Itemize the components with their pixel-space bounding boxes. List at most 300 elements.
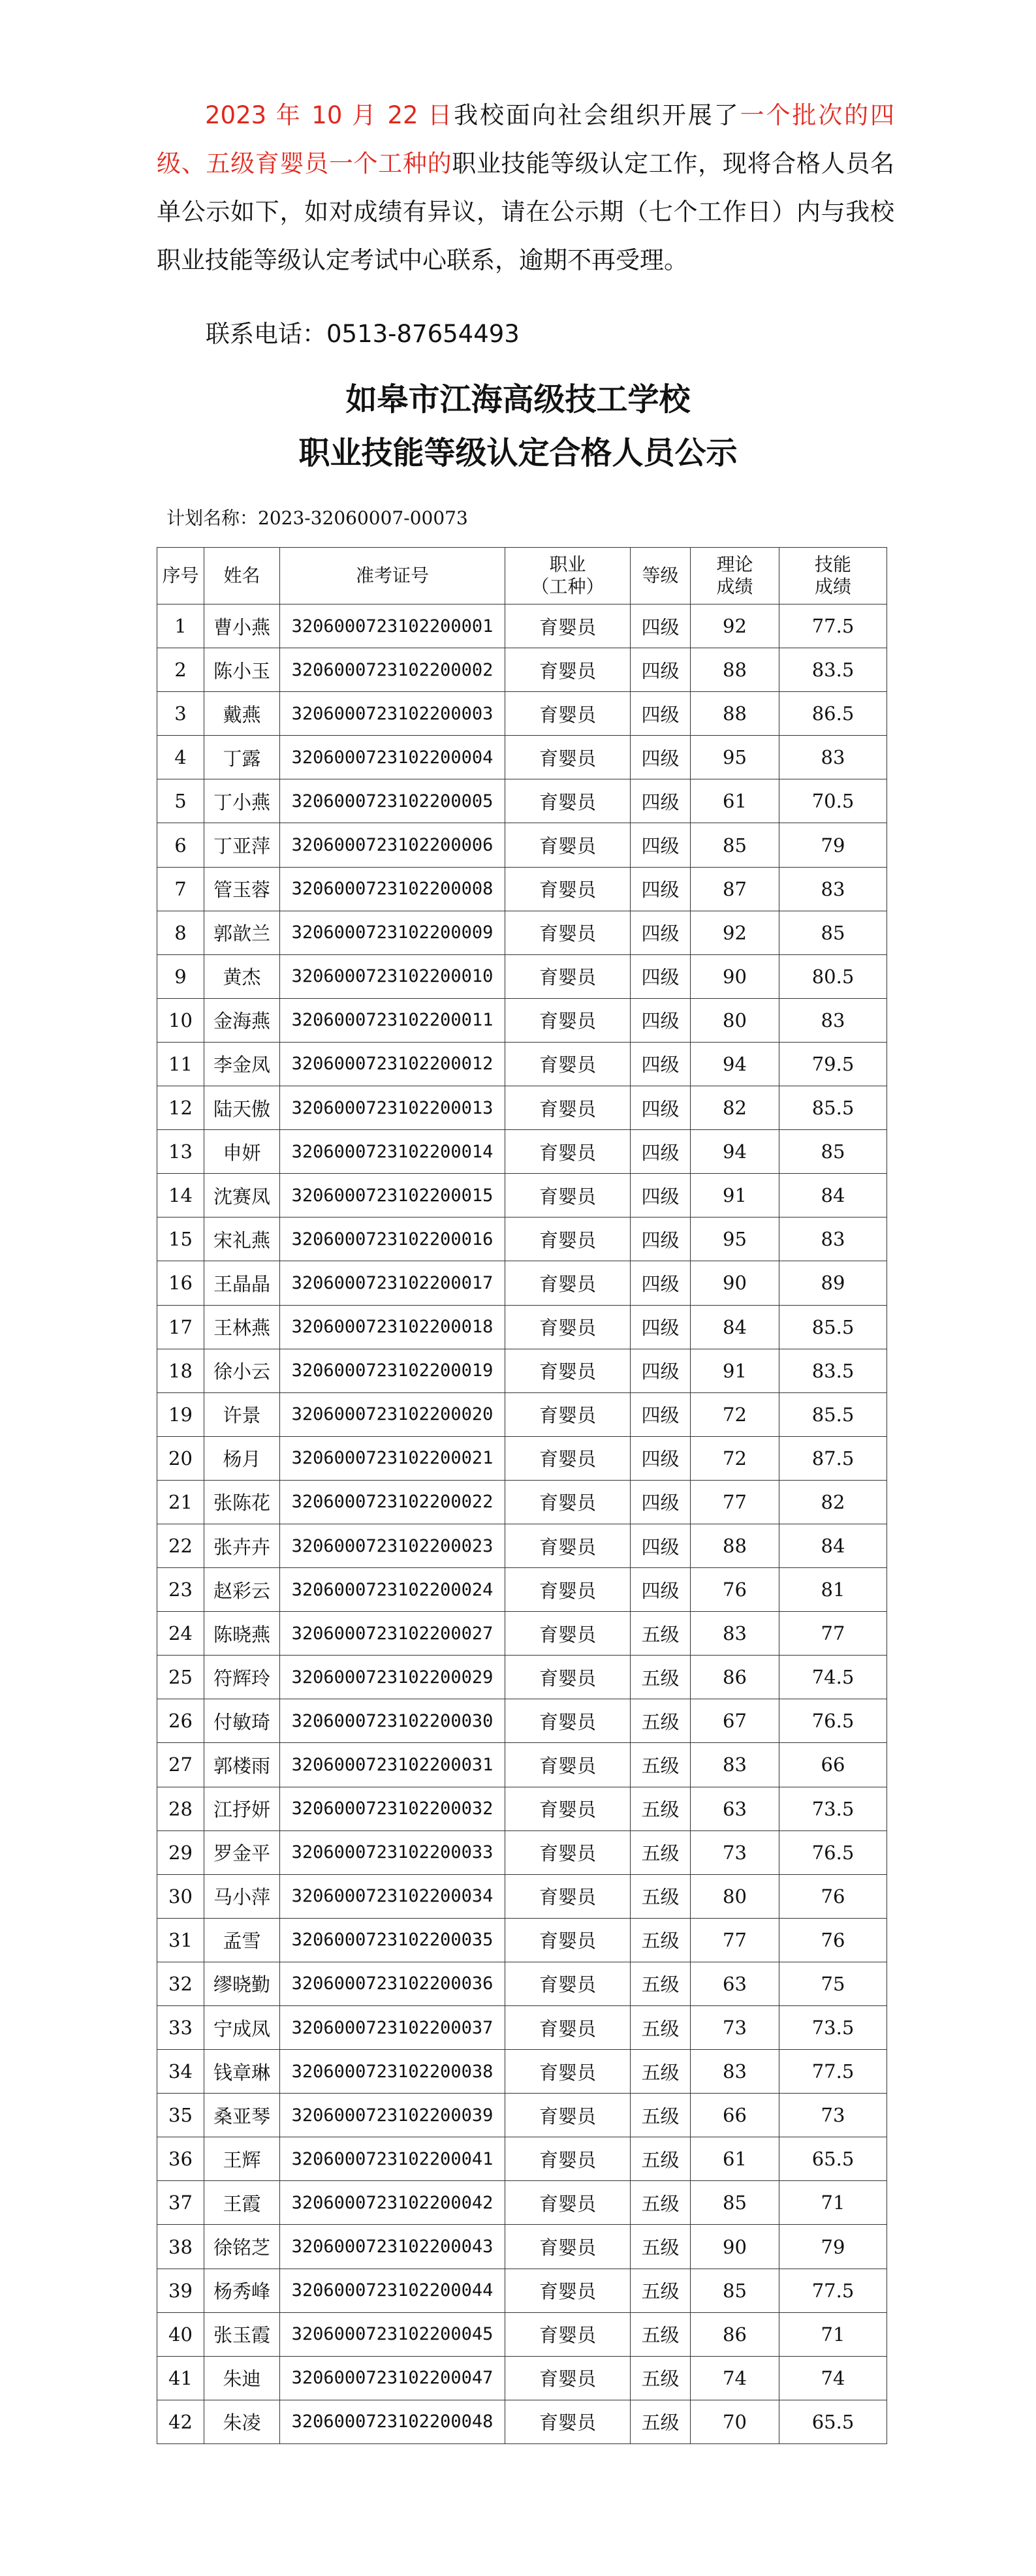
cell-name: 符辉玲 bbox=[204, 1656, 280, 1699]
cell-no: 8 bbox=[157, 911, 204, 954]
cell-exam-id: 3206000723102200014 bbox=[280, 1130, 505, 1174]
cell-name: 马小萍 bbox=[204, 1874, 280, 1918]
cell-no: 5 bbox=[157, 779, 204, 823]
cell-job: 育婴员 bbox=[505, 1480, 631, 1524]
table-row bbox=[157, 1130, 887, 1174]
cell-exam-id: 3206000723102200018 bbox=[280, 1305, 505, 1349]
cell-level: 四级 bbox=[631, 692, 691, 736]
cell-name: 徐铭芝 bbox=[204, 2225, 280, 2269]
cell-theory-score: 76 bbox=[691, 1568, 779, 1612]
cell-name: 杨月 bbox=[204, 1436, 280, 1480]
cell-no: 34 bbox=[157, 2050, 204, 2094]
cell-exam-id: 3206000723102200041 bbox=[280, 2137, 505, 2181]
cell-no: 36 bbox=[157, 2137, 204, 2181]
cell-no: 17 bbox=[157, 1305, 204, 1349]
cell-no: 31 bbox=[157, 1918, 204, 1962]
cell-no: 16 bbox=[157, 1261, 204, 1305]
table-row bbox=[157, 1830, 887, 1874]
cell-name: 丁露 bbox=[204, 736, 280, 779]
cell-level: 四级 bbox=[631, 823, 691, 867]
header-job-line1: 职业 bbox=[549, 554, 586, 575]
cell-theory-score: 88 bbox=[691, 692, 779, 736]
cell-name: 郭歆兰 bbox=[204, 911, 280, 954]
cell-theory-score: 91 bbox=[691, 1174, 779, 1217]
cell-exam-id: 3206000723102200024 bbox=[280, 1568, 505, 1612]
cell-level: 五级 bbox=[631, 1830, 691, 1874]
cell-no: 35 bbox=[157, 2094, 204, 2137]
cell-job: 育婴员 bbox=[505, 2094, 631, 2137]
cell-level: 四级 bbox=[631, 1086, 691, 1130]
cell-no: 37 bbox=[157, 2181, 204, 2225]
cell-level: 四级 bbox=[631, 1436, 691, 1480]
cell-no: 39 bbox=[157, 2269, 204, 2312]
cell-theory-score: 84 bbox=[691, 1305, 779, 1349]
table-row bbox=[157, 954, 887, 998]
cell-theory-score: 90 bbox=[691, 954, 779, 998]
table-row bbox=[157, 1699, 887, 1743]
cell-theory-score: 95 bbox=[691, 736, 779, 779]
cell-exam-id: 3206000723102200004 bbox=[280, 736, 505, 779]
cell-job: 育婴员 bbox=[505, 2006, 631, 2050]
cell-skill-score: 76.5 bbox=[779, 1830, 887, 1874]
cell-exam-id: 3206000723102200016 bbox=[280, 1217, 505, 1261]
cell-skill-score: 73.5 bbox=[779, 2006, 887, 2050]
cell-no: 28 bbox=[157, 1787, 204, 1830]
qualified-list-table bbox=[157, 547, 887, 2444]
cell-exam-id: 3206000723102200006 bbox=[280, 823, 505, 867]
cell-name: 戴燕 bbox=[204, 692, 280, 736]
cell-job: 育婴员 bbox=[505, 779, 631, 823]
cell-exam-id: 3206000723102200010 bbox=[280, 954, 505, 998]
cell-level: 五级 bbox=[631, 1787, 691, 1830]
cell-theory-score: 88 bbox=[691, 648, 779, 692]
cell-theory-score: 94 bbox=[691, 1042, 779, 1086]
cell-exam-id: 3206000723102200011 bbox=[280, 998, 505, 1042]
table-row bbox=[157, 1392, 887, 1436]
cell-level: 四级 bbox=[631, 605, 691, 648]
cell-theory-score: 77 bbox=[691, 1918, 779, 1962]
cell-no: 41 bbox=[157, 2356, 204, 2400]
cell-no: 3 bbox=[157, 692, 204, 736]
cell-exam-id: 3206000723102200048 bbox=[280, 2400, 505, 2443]
cell-exam-id: 3206000723102200008 bbox=[280, 867, 505, 911]
cell-exam-id: 3206000723102200045 bbox=[280, 2312, 505, 2356]
cell-name: 申妍 bbox=[204, 1130, 280, 1174]
cell-no: 20 bbox=[157, 1436, 204, 1480]
cell-skill-score: 84 bbox=[779, 1174, 887, 1217]
cell-skill-score: 71 bbox=[779, 2312, 887, 2356]
cell-job: 育婴员 bbox=[505, 1787, 631, 1830]
table-row bbox=[157, 1349, 887, 1392]
cell-job: 育婴员 bbox=[505, 1874, 631, 1918]
cell-exam-id: 3206000723102200033 bbox=[280, 1830, 505, 1874]
cell-name: 王霞 bbox=[204, 2181, 280, 2225]
table-row bbox=[157, 1042, 887, 1086]
cell-level: 四级 bbox=[631, 911, 691, 954]
cell-level: 四级 bbox=[631, 1349, 691, 1392]
cell-job: 育婴员 bbox=[505, 954, 631, 998]
cell-name: 桑亚琴 bbox=[204, 2094, 280, 2137]
table-row bbox=[157, 2094, 887, 2137]
cell-exam-id: 3206000723102200021 bbox=[280, 1436, 505, 1480]
cell-skill-score: 79 bbox=[779, 823, 887, 867]
cell-skill-score: 65.5 bbox=[779, 2400, 887, 2443]
cell-exam-id: 3206000723102200047 bbox=[280, 2356, 505, 2400]
cell-level: 四级 bbox=[631, 1174, 691, 1217]
header-job bbox=[505, 548, 631, 605]
table-row bbox=[157, 1918, 887, 1962]
cell-exam-id: 3206000723102200031 bbox=[280, 1743, 505, 1787]
cell-job: 育婴员 bbox=[505, 1830, 631, 1874]
cell-skill-score: 85.5 bbox=[779, 1305, 887, 1349]
cell-skill-score: 83 bbox=[779, 1217, 887, 1261]
cell-skill-score: 87.5 bbox=[779, 1436, 887, 1480]
cell-skill-score: 76 bbox=[779, 1874, 887, 1918]
table-row bbox=[157, 2050, 887, 2094]
cell-theory-score: 86 bbox=[691, 2312, 779, 2356]
cell-name: 曹小燕 bbox=[204, 605, 280, 648]
cell-job: 育婴员 bbox=[505, 1042, 631, 1086]
cell-exam-id: 3206000723102200023 bbox=[280, 1524, 505, 1567]
cell-theory-score: 80 bbox=[691, 998, 779, 1042]
cell-skill-score: 86.5 bbox=[779, 692, 887, 736]
cell-skill-score: 79.5 bbox=[779, 1042, 887, 1086]
cell-theory-score: 83 bbox=[691, 1612, 779, 1656]
cell-skill-score: 71 bbox=[779, 2181, 887, 2225]
cell-job: 育婴员 bbox=[505, 2356, 631, 2400]
header-exam-id: 准考证号 bbox=[280, 548, 505, 605]
notice-text-2: 职业技能等级认定工作，现将合格人员名单公示如下，如对成绩有异议，请在公示期（七个工作日）内与我校职业技能等级认定考试中心联系，逾期不再受理。 bbox=[157, 149, 895, 274]
school-title: 如皋市江海高级技工学校 bbox=[345, 381, 691, 418]
cell-exam-id: 3206000723102200027 bbox=[280, 1612, 505, 1656]
cell-level: 四级 bbox=[631, 779, 691, 823]
table-row bbox=[157, 648, 887, 692]
cell-no: 10 bbox=[157, 998, 204, 1042]
cell-name: 王辉 bbox=[204, 2137, 280, 2181]
notice-text-1: 我校面向社会组织开展了 bbox=[454, 101, 740, 129]
cell-skill-score: 74.5 bbox=[779, 1656, 887, 1699]
cell-level: 四级 bbox=[631, 954, 691, 998]
table-row bbox=[157, 1086, 887, 1130]
cell-level: 五级 bbox=[631, 2400, 691, 2443]
cell-no: 40 bbox=[157, 2312, 204, 2356]
notice-date: 2023 年 10 月 22 日 bbox=[205, 101, 454, 129]
table-body bbox=[157, 605, 887, 2444]
cell-theory-score: 77 bbox=[691, 1480, 779, 1524]
cell-exam-id: 3206000723102200002 bbox=[280, 648, 505, 692]
cell-job: 育婴员 bbox=[505, 1656, 631, 1699]
table-row bbox=[157, 1787, 887, 1830]
cell-theory-score: 83 bbox=[691, 1743, 779, 1787]
cell-theory-score: 88 bbox=[691, 1524, 779, 1567]
cell-theory-score: 63 bbox=[691, 1962, 779, 2005]
cell-job: 育婴员 bbox=[505, 1743, 631, 1787]
cell-exam-id: 3206000723102200035 bbox=[280, 1918, 505, 1962]
cell-job: 育婴员 bbox=[505, 1962, 631, 2005]
cell-job: 育婴员 bbox=[505, 736, 631, 779]
cell-name: 杨秀峰 bbox=[204, 2269, 280, 2312]
cell-name: 江抒妍 bbox=[204, 1787, 280, 1830]
cell-exam-id: 3206000723102200001 bbox=[280, 605, 505, 648]
cell-job: 育婴员 bbox=[505, 2137, 631, 2181]
cell-exam-id: 3206000723102200036 bbox=[280, 1962, 505, 2005]
cell-skill-score: 83.5 bbox=[779, 648, 887, 692]
table-header-row bbox=[157, 548, 887, 605]
cell-level: 四级 bbox=[631, 1261, 691, 1305]
cell-level: 五级 bbox=[631, 2181, 691, 2225]
cell-theory-score: 87 bbox=[691, 867, 779, 911]
cell-no: 24 bbox=[157, 1612, 204, 1656]
cell-level: 四级 bbox=[631, 1568, 691, 1612]
cell-theory-score: 74 bbox=[691, 2356, 779, 2400]
cell-level: 五级 bbox=[631, 2006, 691, 2050]
cell-exam-id: 3206000723102200003 bbox=[280, 692, 505, 736]
cell-exam-id: 3206000723102200039 bbox=[280, 2094, 505, 2137]
cell-level: 四级 bbox=[631, 1524, 691, 1567]
cell-skill-score: 85.5 bbox=[779, 1392, 887, 1436]
cell-no: 21 bbox=[157, 1480, 204, 1524]
cell-skill-score: 80.5 bbox=[779, 954, 887, 998]
cell-job: 育婴员 bbox=[505, 823, 631, 867]
cell-name: 陆天傲 bbox=[204, 1086, 280, 1130]
cell-job: 育婴员 bbox=[505, 2225, 631, 2269]
cell-job: 育婴员 bbox=[505, 2400, 631, 2443]
table-row bbox=[157, 1874, 887, 1918]
cell-theory-score: 73 bbox=[691, 1830, 779, 1874]
cell-name: 张玉霞 bbox=[204, 2312, 280, 2356]
cell-name: 许景 bbox=[204, 1392, 280, 1436]
cell-level: 四级 bbox=[631, 1480, 691, 1524]
cell-name: 宁成凤 bbox=[204, 2006, 280, 2050]
table-row bbox=[157, 2225, 887, 2269]
cell-skill-score: 77 bbox=[779, 1612, 887, 1656]
cell-skill-score: 70.5 bbox=[779, 779, 887, 823]
cell-exam-id: 3206000723102200005 bbox=[280, 779, 505, 823]
table-row bbox=[157, 911, 887, 954]
cell-exam-id: 3206000723102200019 bbox=[280, 1349, 505, 1392]
cell-theory-score: 83 bbox=[691, 2050, 779, 2094]
cell-job: 育婴员 bbox=[505, 1918, 631, 1962]
header-job-line2: （工种） bbox=[531, 576, 604, 597]
cell-theory-score: 72 bbox=[691, 1392, 779, 1436]
cell-job: 育婴员 bbox=[505, 1086, 631, 1130]
cell-level: 五级 bbox=[631, 2225, 691, 2269]
header-skill-line2: 成绩 bbox=[814, 576, 851, 597]
cell-level: 五级 bbox=[631, 1656, 691, 1699]
cell-level: 五级 bbox=[631, 2356, 691, 2400]
cell-name: 张陈花 bbox=[204, 1480, 280, 1524]
notice-paragraph bbox=[157, 91, 894, 285]
cell-job: 育婴员 bbox=[505, 1261, 631, 1305]
cell-job: 育婴员 bbox=[505, 605, 631, 648]
cell-job: 育婴员 bbox=[505, 1174, 631, 1217]
cell-no: 32 bbox=[157, 1962, 204, 2005]
cell-skill-score: 76 bbox=[779, 1918, 887, 1962]
cell-name: 钱章琳 bbox=[204, 2050, 280, 2094]
table-row bbox=[157, 1656, 887, 1699]
cell-name: 郭楼雨 bbox=[204, 1743, 280, 1787]
table-row bbox=[157, 1568, 887, 1612]
cell-skill-score: 83 bbox=[779, 736, 887, 779]
table-row bbox=[157, 1962, 887, 2005]
cell-level: 五级 bbox=[631, 1743, 691, 1787]
table-row bbox=[157, 692, 887, 736]
cell-job: 育婴员 bbox=[505, 2181, 631, 2225]
cell-name: 孟雪 bbox=[204, 1918, 280, 1962]
table-row bbox=[157, 1174, 887, 1217]
cell-job: 育婴员 bbox=[505, 692, 631, 736]
cell-theory-score: 91 bbox=[691, 1349, 779, 1392]
cell-exam-id: 3206000723102200029 bbox=[280, 1656, 505, 1699]
cell-job: 育婴员 bbox=[505, 1217, 631, 1261]
cell-level: 四级 bbox=[631, 736, 691, 779]
cell-name: 黄杰 bbox=[204, 954, 280, 998]
table-row bbox=[157, 1305, 887, 1349]
cell-skill-score: 81 bbox=[779, 1568, 887, 1612]
cell-job: 育婴员 bbox=[505, 1130, 631, 1174]
cell-theory-score: 95 bbox=[691, 1217, 779, 1261]
cell-no: 26 bbox=[157, 1699, 204, 1743]
cell-job: 育婴员 bbox=[505, 2312, 631, 2356]
cell-no: 19 bbox=[157, 1392, 204, 1436]
cell-level: 五级 bbox=[631, 2050, 691, 2094]
cell-level: 五级 bbox=[631, 1612, 691, 1656]
cell-level: 五级 bbox=[631, 1918, 691, 1962]
header-no: 序号 bbox=[157, 548, 204, 605]
cell-no: 18 bbox=[157, 1349, 204, 1392]
cell-no: 42 bbox=[157, 2400, 204, 2443]
cell-name: 缪晓勤 bbox=[204, 1962, 280, 2005]
cell-exam-id: 3206000723102200037 bbox=[280, 2006, 505, 2050]
cell-theory-score: 66 bbox=[691, 2094, 779, 2137]
cell-name: 徐小云 bbox=[204, 1349, 280, 1392]
cell-name: 宋礼燕 bbox=[204, 1217, 280, 1261]
cell-level: 五级 bbox=[631, 1874, 691, 1918]
cell-theory-score: 70 bbox=[691, 2400, 779, 2443]
contact-label: 联系电话： bbox=[206, 320, 326, 348]
cell-theory-score: 94 bbox=[691, 1130, 779, 1174]
cell-no: 9 bbox=[157, 954, 204, 998]
cell-theory-score: 67 bbox=[691, 1699, 779, 1743]
cell-job: 育婴员 bbox=[505, 1392, 631, 1436]
table-row bbox=[157, 1261, 887, 1305]
notice-title: 职业技能等级认定合格人员公示 bbox=[298, 435, 738, 471]
cell-theory-score: 85 bbox=[691, 823, 779, 867]
cell-name: 陈小玉 bbox=[204, 648, 280, 692]
cell-exam-id: 3206000723102200013 bbox=[280, 1086, 505, 1130]
cell-theory-score: 72 bbox=[691, 1436, 779, 1480]
cell-job: 育婴员 bbox=[505, 1699, 631, 1743]
cell-exam-id: 3206000723102200042 bbox=[280, 2181, 505, 2225]
table-row bbox=[157, 1217, 887, 1261]
cell-theory-score: 73 bbox=[691, 2006, 779, 2050]
header-theory-line1: 理论 bbox=[716, 554, 753, 575]
cell-job: 育婴员 bbox=[505, 1349, 631, 1392]
table-row bbox=[157, 605, 887, 648]
cell-no: 14 bbox=[157, 1174, 204, 1217]
cell-name: 罗金平 bbox=[204, 1830, 280, 1874]
cell-no: 27 bbox=[157, 1743, 204, 1787]
cell-skill-score: 85 bbox=[779, 911, 887, 954]
table-row bbox=[157, 2312, 887, 2356]
table-row bbox=[157, 867, 887, 911]
cell-name: 丁亚萍 bbox=[204, 823, 280, 867]
cell-exam-id: 3206000723102200044 bbox=[280, 2269, 505, 2312]
header-level: 等级 bbox=[631, 548, 691, 605]
cell-job: 育婴员 bbox=[505, 648, 631, 692]
cell-no: 11 bbox=[157, 1042, 204, 1086]
cell-exam-id: 3206000723102200012 bbox=[280, 1042, 505, 1086]
cell-skill-score: 75 bbox=[779, 1962, 887, 2005]
cell-no: 30 bbox=[157, 1874, 204, 1918]
cell-skill-score: 65.5 bbox=[779, 2137, 887, 2181]
notice-batch: 一个批次的四级、五级育婴员一个工种的 bbox=[157, 101, 895, 178]
cell-no: 7 bbox=[157, 867, 204, 911]
cell-level: 五级 bbox=[631, 2312, 691, 2356]
cell-no: 29 bbox=[157, 1830, 204, 1874]
cell-name: 金海燕 bbox=[204, 998, 280, 1042]
cell-exam-id: 3206000723102200034 bbox=[280, 1874, 505, 1918]
table-row bbox=[157, 1436, 887, 1480]
cell-exam-id: 3206000723102200043 bbox=[280, 2225, 505, 2269]
cell-exam-id: 3206000723102200017 bbox=[280, 1261, 505, 1305]
cell-name: 朱凌 bbox=[204, 2400, 280, 2443]
cell-theory-score: 82 bbox=[691, 1086, 779, 1130]
cell-theory-score: 85 bbox=[691, 2269, 779, 2312]
cell-theory-score: 63 bbox=[691, 1787, 779, 1830]
cell-no: 38 bbox=[157, 2225, 204, 2269]
cell-skill-score: 77.5 bbox=[779, 605, 887, 648]
cell-skill-score: 82 bbox=[779, 1480, 887, 1524]
cell-level: 五级 bbox=[631, 1699, 691, 1743]
cell-name: 张卉卉 bbox=[204, 1524, 280, 1567]
table-row bbox=[157, 2269, 887, 2312]
cell-no: 2 bbox=[157, 648, 204, 692]
cell-exam-id: 3206000723102200020 bbox=[280, 1392, 505, 1436]
cell-skill-score: 83 bbox=[779, 998, 887, 1042]
cell-skill-score: 66 bbox=[779, 1743, 887, 1787]
cell-level: 四级 bbox=[631, 998, 691, 1042]
cell-level: 五级 bbox=[631, 2094, 691, 2137]
cell-no: 33 bbox=[157, 2006, 204, 2050]
cell-no: 25 bbox=[157, 1656, 204, 1699]
cell-job: 育婴员 bbox=[505, 2269, 631, 2312]
cell-no: 4 bbox=[157, 736, 204, 779]
cell-exam-id: 3206000723102200022 bbox=[280, 1480, 505, 1524]
table-row bbox=[157, 998, 887, 1042]
cell-no: 15 bbox=[157, 1217, 204, 1261]
contact-phone: 0513-87654493 bbox=[326, 320, 520, 348]
cell-exam-id: 3206000723102200009 bbox=[280, 911, 505, 954]
table-row bbox=[157, 2006, 887, 2050]
cell-name: 赵彩云 bbox=[204, 1568, 280, 1612]
table-row bbox=[157, 736, 887, 779]
cell-skill-score: 85 bbox=[779, 1130, 887, 1174]
cell-exam-id: 3206000723102200030 bbox=[280, 1699, 505, 1743]
cell-job: 育婴员 bbox=[505, 911, 631, 954]
cell-skill-score: 83 bbox=[779, 867, 887, 911]
cell-level: 四级 bbox=[631, 1392, 691, 1436]
header-theory-line2: 成绩 bbox=[716, 576, 753, 597]
header-theory bbox=[691, 548, 779, 605]
cell-no: 23 bbox=[157, 1568, 204, 1612]
cell-level: 五级 bbox=[631, 2137, 691, 2181]
cell-theory-score: 86 bbox=[691, 1656, 779, 1699]
cell-skill-score: 79 bbox=[779, 2225, 887, 2269]
cell-level: 五级 bbox=[631, 2269, 691, 2312]
cell-name: 王林燕 bbox=[204, 1305, 280, 1349]
header-skill-line1: 技能 bbox=[814, 554, 851, 575]
